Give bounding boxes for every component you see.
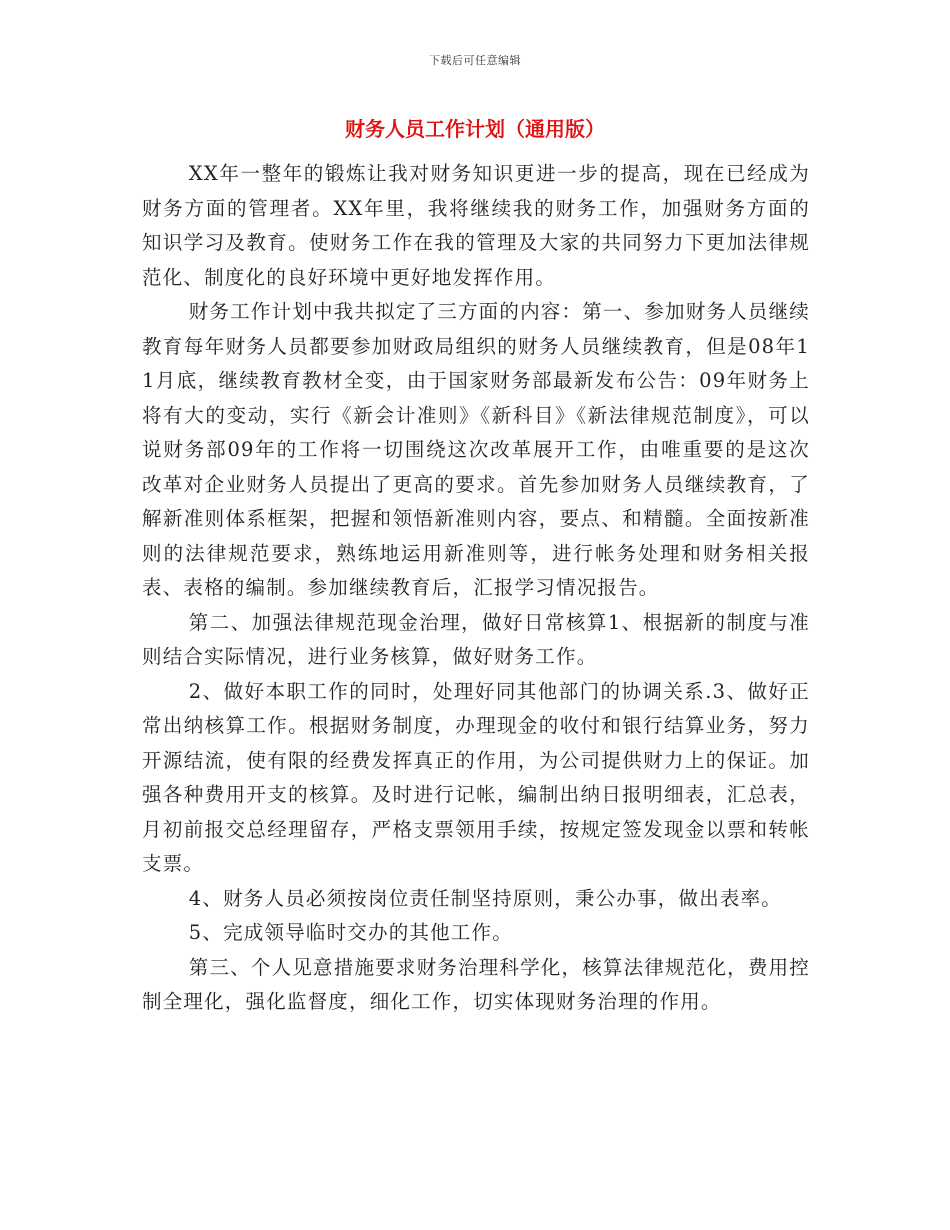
paragraph-plan-part-one: 财务工作计划中我共拟定了三方面的内容：第一、参加财务人员继续教育每年财务人员都要参加财政局组织的财务人员继续教育，但是08年11月底，继续教育教材全变，由于国家财务部最新发布公告：09年财务上将有大的变动，实行《新会计准则》《新科目》《新法律规范制度》，可以说财务部09年的工作将一切围绕这次改革展开工作，由唯重要的是这次改革对企业财务人员提出了更高的要求。首先参加财务人员继续教育，了解新准则体系框架，把握和领悟新准则内容，要点、和精髓。全面按新准则的法律规范要求，熟练地运用新准则等，进行帐务处理和财务相关报表、表格的编制。参加继续教育后，汇报学习情况报告。 bbox=[142, 300, 810, 599]
header-note: 下载后可任意编辑 bbox=[429, 54, 521, 67]
paragraph-item-5: 5、完成领导临时交办的其他工作。 bbox=[188, 921, 513, 944]
paragraph-item-4: 4、财务人员必须按岗位责任制坚持原则，秉公办事，做出表率。 bbox=[188, 886, 783, 910]
paragraph-plan-part-three: 第三、个人见意措施要求财务治理科学化，核算法律规范化，费用控制全理化，强化监督度，细化工作，切实体现财务治理的作用。 bbox=[142, 955, 810, 1013]
document-body bbox=[142, 157, 810, 1020]
paragraph-item-2-3: 2、做好本职工作的同时，处理好同其他部门的协调关系.3、做好正常出纳核算工作。根据财务制度，办理现金的收付和银行结算业务，努力开源结流，使有限的经费发挥真正的作用，为公司提供财力上的保证。加强各种费用开支的核算。及时进行记帐，编制出纳日报明细表，汇总表，月初前报交总经理留存，严格支票领用手续，按规定签发现金以票和转帐支票。 bbox=[142, 679, 810, 875]
document-title: 财务人员工作计划（通用版） bbox=[345, 117, 605, 141]
paragraph-plan-part-two: 第二、加强法律规范现金治理，做好日常核算1、根据新的制度与准则结合实际情况，进行业务核算，做好财务工作。 bbox=[142, 610, 810, 668]
paragraph-intro: XX年一整年的锻炼让我对财务知识更进一步的提高，现在已经成为财务方面的管理者。XX年里，我将继续我的财务工作，加强财务方面的知识学习及教育。使财务工作在我的管理及大家的共同努力下更加法律规范化、制度化的良好环境中更好地发挥作用。 bbox=[142, 162, 810, 289]
